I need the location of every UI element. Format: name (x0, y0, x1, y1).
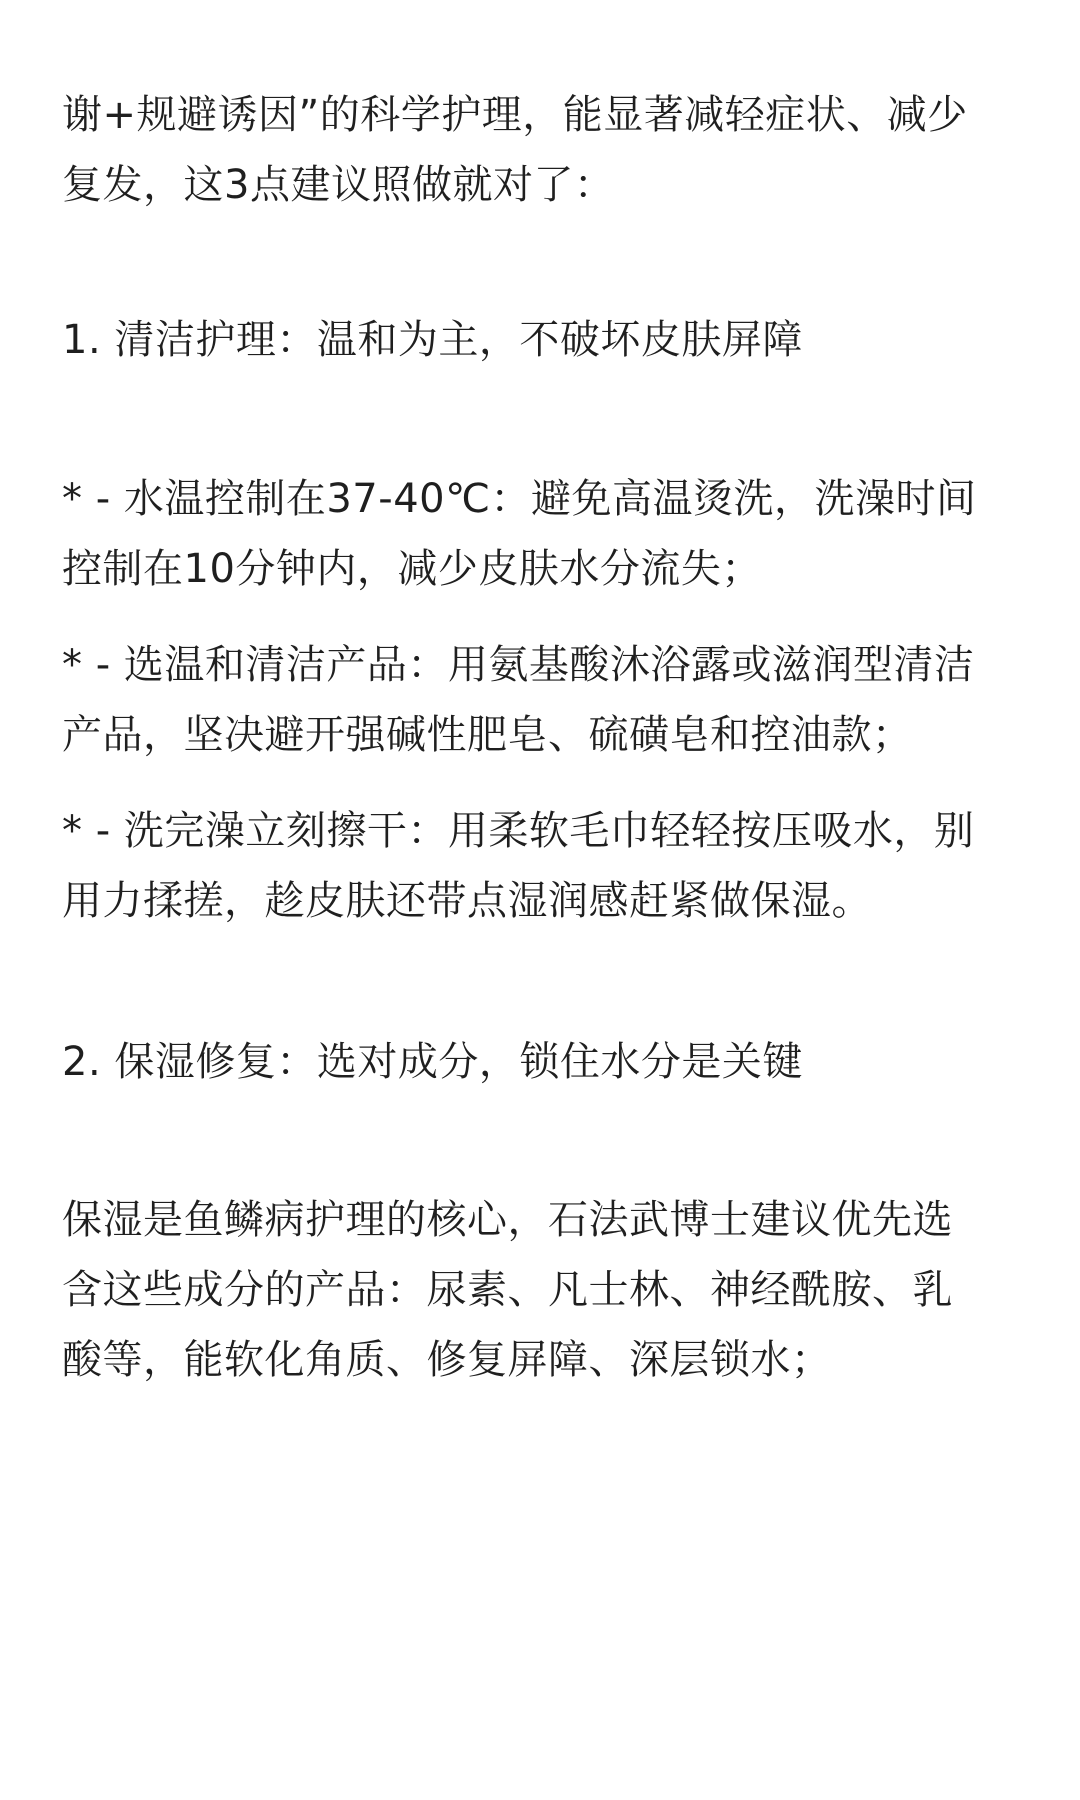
section-heading-cleansing: 1. 清洁护理：温和为主，不破坏皮肤屏障 (62, 317, 803, 363)
moisturizing-paragraph-line-3: 酸等，能软化角质、修复屏障、深层锁水； (62, 1337, 832, 1383)
section-heading-moisturizing: 2. 保湿修复：选对成分，锁住水分是关键 (62, 1039, 803, 1085)
bullet-water-temp-line-1: * - 水温控制在37-40℃：避免高温烫洗，洗澡时间 (62, 476, 977, 522)
bullet-gentle-cleanser-line-2: 产品，坚决避开强碱性肥皂、硫磺皂和控油款； (62, 712, 913, 758)
moisturizing-paragraph-line-1: 保湿是鱼鳞病护理的核心，石法武博士建议优先选 (62, 1197, 953, 1243)
moisturizing-paragraph-line-2: 含这些成分的产品：尿素、凡士林、神经酰胺、乳 (62, 1267, 953, 1313)
bullet-dry-off-line-2: 用力揉搓，趁皮肤还带点湿润感赶紧做保湿。 (62, 878, 872, 924)
bullet-gentle-cleanser-line-1: * - 选温和清洁产品：用氨基酸沐浴露或滋润型清洁 (62, 642, 975, 688)
bullet-water-temp-line-2: 控制在10分钟内，减少皮肤水分流失； (62, 546, 762, 592)
intro-text-line-1: 谢+规避诱因”的科学护理，能显著减轻症状、减少 (62, 92, 968, 138)
intro-text-line-2: 复发，这3点建议照做就对了： (62, 162, 615, 208)
bullet-dry-off-line-1: * - 洗完澡立刻擦干：用柔软毛巾轻轻按压吸水，别 (62, 808, 975, 854)
